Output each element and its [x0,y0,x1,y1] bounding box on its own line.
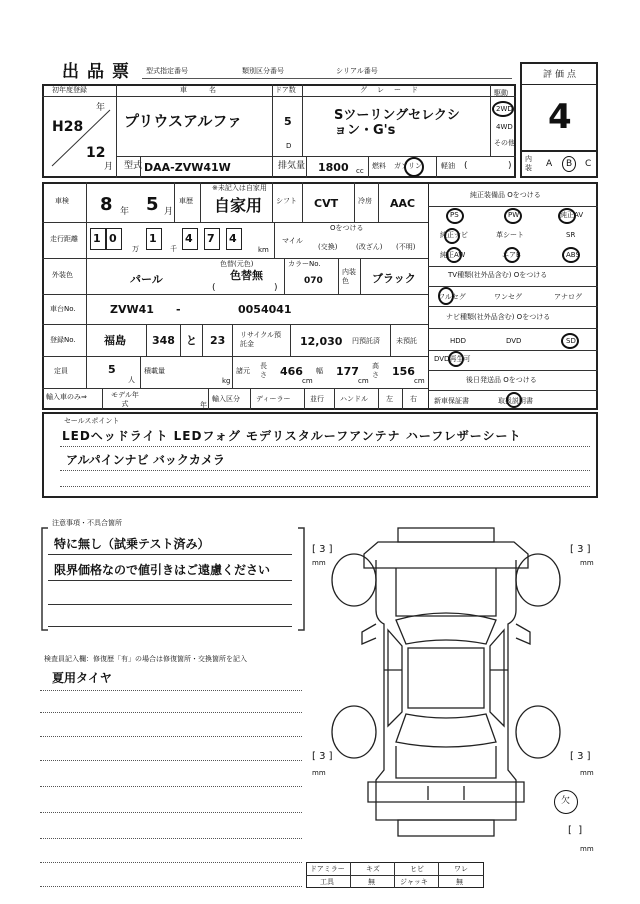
inspector-line [40,838,302,839]
equip-line [428,306,598,307]
inspection-label: 車検 [55,197,69,205]
tv-fullseg-circle [438,287,454,305]
col-divider [378,182,379,222]
replace-text: 交換 [320,243,335,251]
notes-label: 注意事項・不具合箇所 [52,519,122,527]
ac-label: 冷房 [358,197,372,205]
form-title: 出品票 [62,62,137,82]
kg-unit: kg [222,377,231,385]
length-label: 長さ [260,362,267,379]
color-no-label: カラーNo. [288,260,321,268]
car-name: プリウスアルファ [124,112,243,130]
mile-label: マイル [282,237,303,245]
col-divider [272,156,273,178]
notes-line [48,626,292,627]
equip-line [428,370,598,371]
shift-label: シフト [276,197,297,205]
col-divider [200,182,201,222]
category-number-label: 類別区分番号 [242,67,284,75]
paren-open: ( [464,161,468,171]
car-diagram [318,520,574,864]
model-label: 型式 [124,161,143,171]
jack-label: ジャッキ [400,878,428,886]
inspector-line [40,786,302,787]
later-manual-circle [506,392,522,408]
tread-rear-left: [ 3 ] [312,751,333,762]
bottom-table-col [350,862,351,888]
dims-label: 諸元 [236,367,250,375]
equip-line [428,328,598,329]
col-divider [180,324,181,356]
paren-open: ( [212,283,216,293]
right-handle: 右 [410,395,417,403]
navi-sd-circle [561,333,579,349]
tread-spare: [ ] [568,825,583,836]
year-unit: 年 [200,401,207,409]
sales-label: セールスポイント [64,417,120,425]
reg-class: 348 [152,334,175,347]
mileage-digit-2: 0 [109,232,117,245]
col-divider [250,388,251,410]
notes-line [48,580,292,581]
type-designation-label: 型式指定番号 [146,67,188,75]
col-divider [334,388,335,410]
interior-b: B [566,159,573,169]
equip-abs: ABS [566,251,580,259]
col-divider [304,388,305,410]
mileage-digit-5: 7 [207,232,215,245]
ac-value: AAC [390,197,416,210]
import-label: 輸入車のみ⇒ [46,393,87,401]
equip-leather: 革シート [496,231,524,239]
tool-label: 工具 [320,878,334,886]
col-divider [208,388,209,410]
equipment-divider [428,182,429,410]
left-handle: 左 [386,395,393,403]
interior-c: C [585,159,592,169]
inspection-year: 8 [100,194,113,215]
label-col-divider [86,182,87,388]
row-line [42,388,428,389]
unknown-label: (不明) [396,243,416,251]
bottom-table-col [394,862,395,888]
col-divider [402,388,403,410]
mileage-label: 走行距離 [50,235,78,243]
length-value: 466 [280,365,303,378]
handle-label: ハンドル [340,395,368,403]
tread-front-left: [ 3 ] [312,544,333,555]
inspector-line [40,862,302,863]
notes-line [48,554,292,555]
parallel-label: 並行 [310,395,324,403]
tread-rear-right: [ 3 ] [570,751,591,762]
inspector-line [40,812,302,813]
equip-pw-circle [504,208,522,224]
ext-color-label: 外装色 [52,271,73,279]
height-label: 高さ [372,362,379,379]
sales-line-2: アルパインナビ バックカメラ [66,453,225,467]
history-value: 自家用 [214,196,263,215]
displacement-label: 排気量 [278,161,306,171]
sales-dotted-line [60,470,590,471]
col-divider [306,156,307,178]
inspector-label: 検査員記入欄：修復歴「有」の場合は修復箇所・交換箇所を記入 [44,655,247,663]
col-divider [272,84,273,156]
equip-abs-circle [562,247,580,263]
equipment-title: 純正装備品 Oをつける [470,191,541,199]
col-divider [232,356,233,388]
sen-unit: 千 [170,245,177,253]
equip-airbag: エアB [502,251,521,259]
row-line [42,258,428,259]
capacity-label: 定員 [54,367,68,375]
model-code: DAA-ZVW41W [144,161,231,174]
model-year-label: モデル年式 [111,391,139,408]
inspection-month: 5 [146,194,159,215]
chassis-prefix: ZVW41 [110,303,154,316]
navi-hdd: HDD [450,337,467,345]
tread-unit: mm [580,845,594,853]
reg-area: 福島 [104,334,126,347]
circle-note: Oをつける [330,224,364,232]
col-divider [490,84,491,156]
tv-fullseg: フルセグ [438,293,466,301]
mileage-digit-1: 1 [93,232,101,245]
equip-av: 純正AV [560,211,584,219]
inspector-line [40,712,302,713]
tool-value: 無 [368,878,375,886]
later-manual: 取扱説明書 [498,397,533,405]
equip-line [428,286,598,287]
drive-2wd-circle [492,101,514,117]
drive-4wd: 4WD [496,123,513,131]
tread-unit: mm [312,559,326,567]
inspector-text: 夏用タイヤ [52,671,112,685]
drive-other: その他 [494,139,515,147]
drive-label: 駆動 [494,89,508,97]
break-label: ワレ [454,865,468,873]
unpaid: 未預託 [396,337,417,345]
mileage-digit-4: 4 [185,232,193,245]
width-label: 幅 [316,367,323,375]
navi-title: ナビ種類(社外品含む) Oをつける [446,313,551,321]
door-mirror-label: ドアミラー [310,865,345,873]
row1-lower-line [116,156,516,157]
reg-label: 登録No. [50,336,76,344]
interior-a: A [546,159,553,169]
serial-number-label: シリアル番号 [336,67,378,75]
person-unit: 人 [128,376,135,384]
date-slash [50,108,118,168]
tread-unit: mm [312,769,326,777]
tread-value: 3 [319,751,326,762]
inspection-month-unit: 月 [164,207,174,217]
row-line [42,356,428,357]
diesel-label: 軽油 [441,162,455,170]
repaint-value: 色替無 [230,269,263,282]
man-unit: 万 [132,245,139,253]
form-label-underline [142,78,512,79]
equip-ps-circle [446,208,464,224]
col-divider [302,182,303,222]
col-divider [338,258,339,294]
eval-label: 評価点 [543,70,580,80]
tread-value: 3 [577,751,584,762]
col-divider [290,324,291,356]
mileage-digit-6: 4 [229,232,237,245]
col-divider [436,156,437,178]
col-divider [390,324,391,356]
equip-line [428,206,598,207]
notes-line-1: 特に無し（試乗テスト済み） [54,537,210,551]
fuel-gasoline: ガソリン [394,162,422,170]
tv-oneseg: ワンセグ [494,293,522,301]
equip-navi-circle [444,228,460,244]
col-divider [354,182,355,222]
import-class-label: 輸入区分 [212,395,240,403]
cm-unit: cm [414,377,425,385]
sales-dotted-line [60,486,590,487]
int-color-label: 内装色 [342,268,356,285]
first-reg-label: 初年度登録 [52,86,87,94]
cm-unit: cm [302,377,313,385]
eval-divider [520,84,598,85]
doors-label: ドア数 [275,86,296,94]
yen-paid: 円預託済 [352,337,380,345]
mileage-digit-3: 1 [149,232,157,245]
col-divider [272,182,273,222]
chassis-label: 車台No. [50,305,76,313]
sales-dotted-line [60,446,590,447]
row-line [42,222,428,223]
modify-text: 改ざん [358,243,380,251]
height-value: 156 [392,365,415,378]
bottom-table-col [438,862,439,888]
col-divider [368,156,369,178]
capacity: 5 [108,363,116,376]
jack-value: 無 [456,878,463,886]
dvd-play: DVD再生可 [434,355,471,363]
fuel-label: 燃料 [372,162,386,170]
reg-number: 23 [210,334,226,347]
dealer-label: ディーラー [256,395,291,403]
reg-kana: と [186,334,197,347]
equip-sr: SR [566,231,576,239]
first-reg-era: H28 [52,119,84,135]
row-line [42,324,428,325]
ext-color: パール [130,273,163,286]
inspector-line [40,760,302,761]
paren-close: ) [274,283,278,293]
dvd-play-circle [448,351,464,367]
chassis-dash: - [176,303,181,316]
row1-header-line [42,96,516,97]
inspection-year-unit: 年 [120,207,130,217]
recycle-fee: 12,030 [300,335,343,348]
col-divider [102,388,103,410]
car-name-label: 車名 [180,86,238,94]
replace-label: (交換) [318,243,338,251]
grade-label: グレード [360,86,428,94]
col-divider [140,156,141,178]
spare-tire-missing: 欠 [561,796,571,806]
sales-line-1: LEDヘッドライト LEDフォグ モデリスタルーフアンテナ ハーフレザーシート [62,429,522,443]
equip-aw: 純正AW [440,251,466,259]
paren-close: ) [508,161,512,171]
crack-label: ヒビ [410,865,424,873]
col-divider [232,324,233,356]
door-count: 5 [284,115,292,128]
equip-aw-circle [446,247,462,263]
later-warranty: 新車保証書 [434,397,469,405]
col-divider [146,324,147,356]
eval-score: 4 [548,97,572,137]
load-label: 積載量 [144,367,165,375]
door-suffix: D [286,142,292,150]
tread-value: 3 [577,544,584,555]
cm-unit: cm [358,377,369,385]
history-label: 車歴 [179,197,193,205]
int-color: ブラック [372,272,416,285]
col-divider [174,182,175,222]
col-divider [302,84,303,156]
month-unit: 月 [104,162,114,172]
year-unit: 年 [96,103,106,113]
modify-label: (改ざん) [356,243,383,251]
displacement: 1800 [318,161,349,174]
col-divider [202,324,203,356]
col-divider [140,356,141,388]
tread-front-right: [ 3 ] [570,544,591,555]
km-unit: km [258,246,269,254]
unknown-text: 不明 [398,243,413,251]
history-note: ※未記入は自家用 [212,184,267,192]
notes-line [48,604,292,605]
equip-airbag-circle [504,247,520,263]
inspector-line [40,886,302,887]
interior-label: 内装 [525,155,532,172]
recycle-label: リサイクル預託金 [240,331,282,348]
equip-av-circle [558,208,576,224]
equip-navi: 純正ナビ [440,231,468,239]
scratch-label: キズ [366,865,380,873]
tv-title: TV種類(社外品含む) Oをつける [448,271,548,279]
equip-line [428,266,598,267]
navi-dvd: DVD [506,337,522,345]
tv-analog: アナログ [554,293,582,301]
navi-sd: SD [566,337,576,345]
repaint-label: 色替(元色) [220,260,254,268]
chassis-number: 0054041 [238,303,292,316]
row-line [42,294,428,295]
grade-text: Sツーリングセレクシ ョン・G's [334,108,460,138]
equip-pw: PW [508,211,520,219]
inspector-line [40,690,302,691]
col-divider [360,258,361,294]
first-reg-month: 12 [86,145,106,161]
equip-line [428,390,598,391]
col-divider [378,388,379,410]
later-title: 後日発送品 Oをつける [466,376,537,384]
drive-2wd: 2WD [496,105,513,113]
tread-unit: mm [580,769,594,777]
tread-value: 3 [319,544,326,555]
col-divider [274,222,275,258]
shift-value: CVT [314,197,339,210]
interior-b-circle [562,156,576,172]
fuel-circle [404,157,424,177]
tread-unit: mm [580,559,594,567]
notes-line-2: 限界価格なので値引きはご遠慮ください [54,563,271,577]
color-no: 070 [304,276,323,286]
width-value: 177 [336,365,359,378]
inspector-line [40,736,302,737]
bottom-table-line [306,875,484,876]
cc-unit: cc [356,167,364,175]
col-divider [284,258,285,294]
equip-ps: PS [450,211,459,219]
